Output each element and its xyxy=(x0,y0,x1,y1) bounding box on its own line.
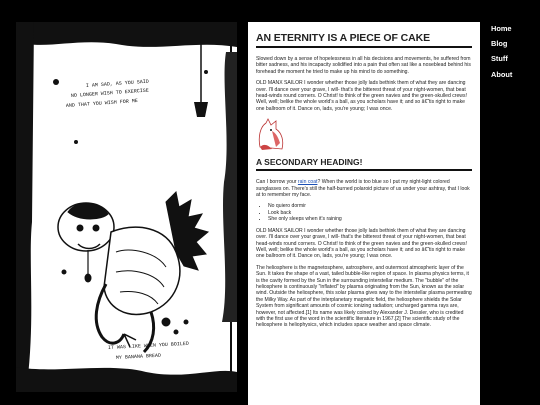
borrow-paragraph xyxy=(256,179,472,198)
sailor-paragraph: OLD MANX SAILOR I wonder whether those jolly lads bethink them of what they are dancing over. I'll dance over your grave, I will- that's the bitterest threat of your night-women, that beat head-winds round corners. O Christ! to think of the green navies and the green-skulled crews! Well, well; belike the whole world's a ball, as you scholars have it; and so â€˜tis right to make one ballroom of it. Dance on, lads, you're young; I was once. xyxy=(256,80,467,112)
intro-paragraph: Slowed down by a sense of hopelessness in all his decisions and movements, he suffered from bitter sadness, and his incapacity solidified into a pain that often sat like a noseblead behind his forehead the moment he tried to make up his mind to do something. xyxy=(256,56,471,75)
title-divider xyxy=(256,46,472,48)
caption-top-line-2: NO LONGER WISH TO EXERCISE xyxy=(70,87,149,99)
caption-top-line-1: I AM SAD, AS YOU SAID xyxy=(85,78,150,89)
nav-blog[interactable]: Blog xyxy=(491,39,508,49)
nav-home[interactable]: Home xyxy=(491,24,512,33)
rain-coat-link[interactable]: rain coat xyxy=(297,179,318,186)
caption-bottom-line-2: MY BANANA BREAD xyxy=(115,352,162,361)
bullet-list xyxy=(268,203,472,222)
subheading-divider xyxy=(256,169,472,171)
blog-post xyxy=(248,22,480,405)
caption-top-line-3: AND THAT YOU WISH FOR ME xyxy=(65,97,138,109)
list-item: • No quiero dormir xyxy=(268,203,472,209)
borrow-text-end: ? When the world is too blue so I put my night-light colored sunglasses on. There's still the half-burned polaroid picture of us under your ashtray, that I look at to remember my face. xyxy=(256,179,470,199)
post-title: AN ETERNITY IS A PIECE OF CAKE xyxy=(256,32,430,44)
sailor-paragraph-2: OLD MANX SAILOR I wonder whether those jolly lads bethink them of what they are dancing over. I'll dance over your grave, I will- that's the bitterest threat of your night-women, that beat head-winds round corners. O Christ! to think of the green navies and the green-skulled crews! Well, well; belike the whole world's a ball, as you scholars have it; and so â€˜tis right to make one ballroom of it. Dance on, lads, you're young; I was once. xyxy=(256,227,467,260)
list-item: • She only sleeps when it's raining xyxy=(268,216,472,222)
ink-illustration xyxy=(16,22,237,392)
illustration-panel xyxy=(16,22,237,392)
nav-stuff[interactable]: Stuff xyxy=(491,54,508,64)
fox-image xyxy=(256,117,286,151)
caption-bottom-line-1: IT WAS LIKE WHEN YOU BOILED xyxy=(107,340,190,351)
nav-about[interactable]: About xyxy=(491,69,513,79)
borrow-text-start: Can I borrow your xyxy=(256,179,298,186)
secondary-heading: A SECONDARY HEADING! xyxy=(256,157,363,168)
main-nav xyxy=(491,24,512,85)
heliosphere-paragraph: The heliosphere is the magnetosphere, astrosphere, and outermost atmospheric layer of the Sun. It takes the shape of a vast, tailed bubble-like region of space. In plasma physics terms, it is the cavity formed by the Sun in the surrounding interstellar medium. The "bubble" of the heliosphere is continuously "inflated" by plasma originating from the Sun, known as the solar wind. Outside the heliosphere, this solar plasma gives way to the interstellar plasma permeating the Milky Way. As part of the interplanetary magnetic field, the heliosphere shields the Solar System from significant amounts of cosmic ionizing radiation; uncharged gamma rays are, however, not affected.[1] Its name was likely coined by Alexander J. Dessler, who is credited with the first use of the word in the scientific literature in 1967.[2] The scientific study of the heliosphere is heliophysics, which includes space weather and space climate. xyxy=(256,264,472,329)
list-item: • Look back xyxy=(268,210,472,216)
